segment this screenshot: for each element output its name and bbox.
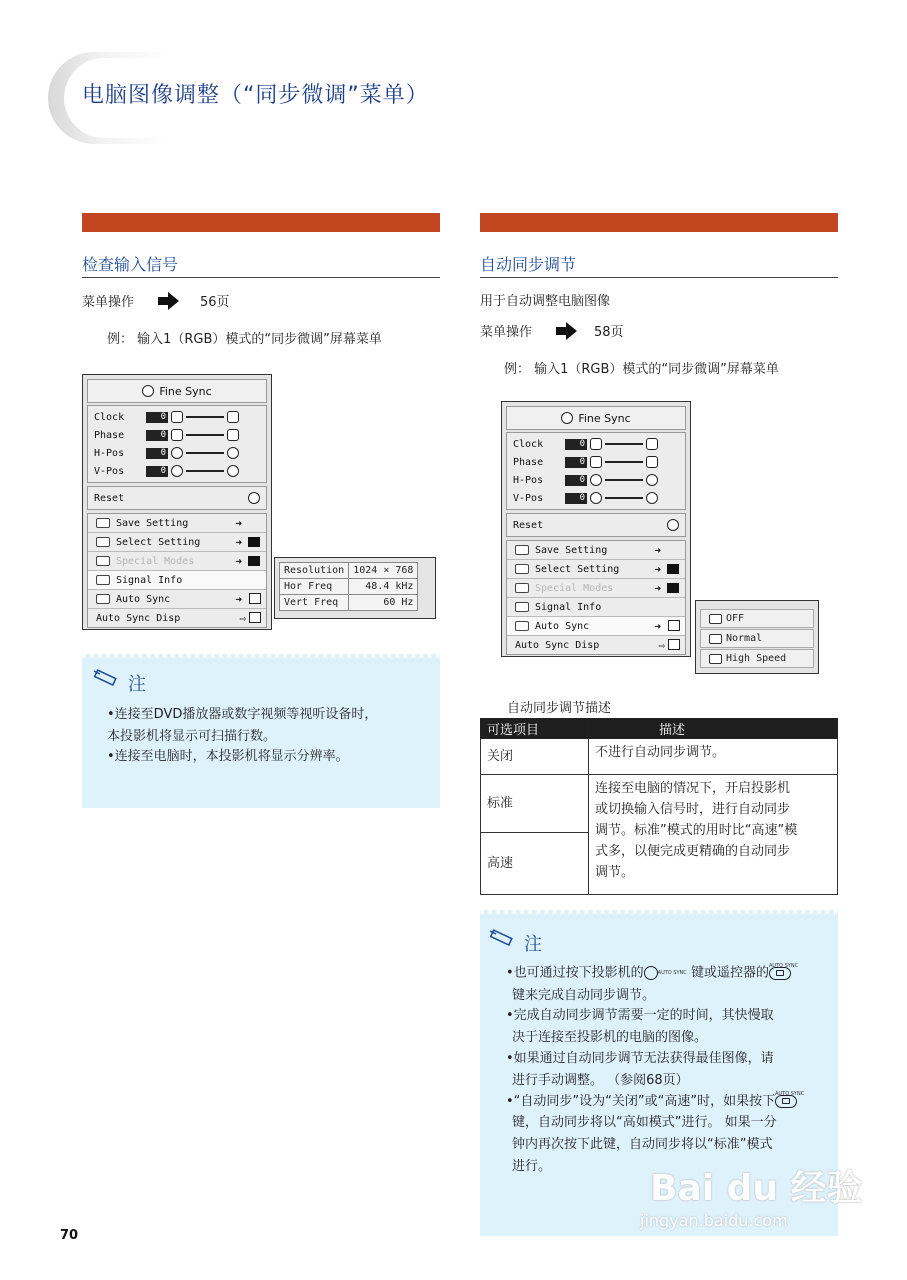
table-cell-merged: 连接至电脑的情况下，开启投影机 或切换输入信号时，进行自动同步 调节。标准”模式的用时比“高速”模 式多，以便完成更精确的自动同步 调节。 bbox=[589, 775, 838, 895]
page-title: 电脑图像调整（“同步微调”菜单） bbox=[82, 83, 429, 108]
phase-icon bbox=[590, 456, 602, 468]
osd-item-auto-sync-disp[interactable]: Auto Sync Disp ⇨ bbox=[507, 636, 685, 654]
osd-row-hpos[interactable]: H-Pos 0 bbox=[507, 471, 685, 489]
osd-items-block bbox=[87, 513, 267, 628]
black-square-icon bbox=[248, 537, 260, 547]
arrow-icon: ➜ bbox=[654, 544, 661, 557]
osd-row-phase[interactable]: Phase 0 bbox=[507, 453, 685, 471]
right-menu-op-label: 菜单操作 bbox=[480, 325, 533, 340]
signal-info-panel bbox=[274, 557, 436, 619]
osd-adjust-block bbox=[506, 432, 686, 510]
right-note-line: •如果通过自动同步调节无法获得最佳图像，请 bbox=[506, 1051, 774, 1066]
hpos-icon bbox=[227, 447, 239, 459]
auto-sync-off-icon bbox=[249, 593, 261, 604]
osd-row-clock[interactable]: Clock 0 bbox=[507, 435, 685, 453]
remote-auto-sync-button-icon bbox=[775, 1095, 797, 1108]
osd-row-phase[interactable]: Phase 0 bbox=[88, 426, 266, 444]
fine-sync-icon bbox=[142, 385, 154, 397]
baidu-watermark bbox=[640, 1160, 863, 1230]
sync-option-normal[interactable]: Normal bbox=[700, 629, 814, 648]
table-row bbox=[481, 775, 838, 833]
signal-info-icon bbox=[515, 602, 529, 612]
osd-title: Fine Sync bbox=[506, 406, 686, 430]
osd-reset-block bbox=[506, 513, 686, 537]
reset-icon bbox=[667, 519, 679, 531]
arrow-icon: ➜ bbox=[654, 563, 661, 576]
arrow-right-icon bbox=[566, 320, 577, 340]
osd-row-vpos[interactable]: V-Pos 0 bbox=[507, 489, 685, 507]
table-row bbox=[481, 739, 838, 775]
slider[interactable] bbox=[605, 461, 643, 463]
table-cell: 不进行自动同步调节。 bbox=[589, 739, 838, 775]
right-note-line: •完成自动同步调节需要一定的时间，其快慢取 bbox=[506, 1008, 774, 1023]
black-square-icon bbox=[667, 564, 679, 574]
left-note-heading: 注 bbox=[128, 674, 146, 695]
vpos-icon bbox=[171, 465, 183, 477]
signal-info-icon bbox=[96, 575, 110, 585]
clock-icon bbox=[590, 438, 602, 450]
osd-reset-block bbox=[87, 486, 267, 510]
right-note-line: •“自动同步”设为“关闭”或“高速”时，如果按下 AUTO SYNC bbox=[506, 1091, 805, 1109]
phase-icon bbox=[227, 429, 239, 441]
left-note-line: •连接至DVD播放器或数字视频等视听设备时， bbox=[107, 707, 378, 722]
arrow-icon: ➜ bbox=[235, 536, 242, 549]
save-icon bbox=[515, 545, 529, 555]
save-icon bbox=[96, 518, 110, 528]
slider[interactable] bbox=[186, 470, 224, 472]
auto-sync-icon bbox=[515, 621, 529, 631]
osd-item-select-setting[interactable]: Select Setting ➜ bbox=[507, 560, 685, 579]
osd-row-clock[interactable]: Clock 0 bbox=[88, 408, 266, 426]
right-note-line: 进行手动调整。 （参阅68页） bbox=[512, 1073, 689, 1088]
auto-sync-disp-icon bbox=[249, 612, 261, 623]
osd-item-select-setting[interactable]: Select Setting ➜ bbox=[88, 533, 266, 552]
slider[interactable] bbox=[186, 416, 224, 418]
pencil-icon bbox=[488, 928, 518, 948]
osd-item-save-setting[interactable]: Save Setting ➜ bbox=[507, 541, 685, 560]
right-note-heading: 注 bbox=[524, 934, 542, 955]
sync-option-off[interactable]: OFF bbox=[700, 609, 814, 628]
right-menu-op-page: 58页 bbox=[594, 325, 624, 340]
projector-auto-sync-button-icon bbox=[644, 966, 658, 980]
clock-icon bbox=[646, 438, 658, 450]
clock-icon bbox=[171, 411, 183, 423]
right-note-line: 决于连接至投影机的电脑的图像。 bbox=[512, 1030, 708, 1045]
table-caption: 自动同步调节描述 bbox=[507, 701, 612, 716]
hpos-icon bbox=[646, 474, 658, 486]
right-example: 例： 输入1（RGB）模式的“同步微调”屏幕菜单 bbox=[504, 362, 779, 377]
fine-sync-icon bbox=[561, 412, 573, 424]
left-section-bar bbox=[82, 213, 440, 232]
right-note-line: 钟内再次按下此键，自动同步将以“标准”模式 bbox=[512, 1137, 773, 1152]
table-header-row bbox=[481, 719, 838, 739]
auto-sync-disp-icon bbox=[668, 639, 680, 650]
black-square-icon bbox=[248, 556, 260, 566]
osd-adjust-block bbox=[87, 405, 267, 483]
right-note-line: •也可通过按下投影机的 AUTO SYNC 键或遥控器的 AUTO SYNC bbox=[506, 962, 799, 981]
table-row: Hor Freq 48.4 kHz bbox=[280, 579, 418, 595]
slider[interactable] bbox=[186, 434, 224, 436]
slider[interactable] bbox=[605, 479, 643, 481]
slider[interactable] bbox=[186, 452, 224, 454]
osd-menu-right bbox=[501, 401, 691, 657]
right-note-line: 键，自动同步将以“高如模式”进行。 如果一分 bbox=[512, 1115, 777, 1130]
vpos-icon bbox=[646, 492, 658, 504]
vpos-icon bbox=[227, 465, 239, 477]
osd-row-hpos[interactable]: H-Pos 0 bbox=[88, 444, 266, 462]
watermark-url: jingyan.baidu.com bbox=[640, 1211, 788, 1230]
special-modes-icon bbox=[515, 583, 529, 593]
osd-item-special-modes[interactable]: Special Modes ➜ bbox=[507, 579, 685, 598]
osd-item-signal-info[interactable]: Signal Info bbox=[507, 598, 685, 617]
remote-auto-sync-button-icon bbox=[769, 967, 791, 980]
osd-items-block bbox=[506, 540, 686, 655]
right-section-rule bbox=[480, 277, 838, 278]
left-note-line: •连接至电脑时，本投影机将显示分辨率。 bbox=[107, 749, 349, 764]
table-header: 描述 bbox=[589, 719, 838, 739]
auto-sync-options-panel bbox=[695, 600, 819, 674]
clock-icon bbox=[227, 411, 239, 423]
select-icon bbox=[515, 564, 529, 574]
slider[interactable] bbox=[605, 497, 643, 499]
auto-sync-icon bbox=[96, 594, 110, 604]
table-cell: 高速 bbox=[481, 833, 589, 895]
osd-item-special-modes[interactable]: Special Modes ➜ bbox=[88, 552, 266, 571]
osd-row-reset[interactable]: Reset bbox=[507, 516, 685, 534]
left-menu-op-page: 56页 bbox=[200, 295, 230, 310]
hpos-icon bbox=[590, 474, 602, 486]
watermark-logo: Bai du 经验 bbox=[650, 1168, 863, 1209]
osd-menu-left bbox=[82, 374, 272, 630]
arrow-icon: ⇨ bbox=[658, 639, 665, 652]
vpos-icon bbox=[590, 492, 602, 504]
select-icon bbox=[96, 537, 110, 547]
osd-item-signal-info[interactable]: Signal Info bbox=[88, 571, 266, 590]
right-section-bar bbox=[480, 213, 838, 232]
left-note-line: 本投影机将显示可扫描行数。 bbox=[107, 729, 277, 744]
left-section-title: 检查输入信号 bbox=[82, 255, 179, 274]
osd-row-reset[interactable]: Reset bbox=[88, 489, 266, 507]
phase-icon bbox=[171, 429, 183, 441]
slider[interactable] bbox=[605, 443, 643, 445]
right-note-line: 键来完成自动同步调节。 bbox=[512, 988, 656, 1003]
table-row: Vert Freq 60 Hz bbox=[280, 595, 418, 611]
osd-item-save-setting[interactable]: Save Setting ➜ bbox=[88, 514, 266, 533]
right-section-title: 自动同步调节 bbox=[480, 255, 577, 274]
page-number: 70 bbox=[60, 1228, 79, 1243]
arrow-icon: ➜ bbox=[235, 517, 242, 530]
osd-row-vpos[interactable]: V-Pos 0 bbox=[88, 462, 266, 480]
osd-item-auto-sync-disp[interactable]: Auto Sync Disp ⇨ bbox=[88, 609, 266, 627]
pencil-icon bbox=[92, 668, 122, 688]
auto-sync-off-icon bbox=[709, 614, 722, 624]
arrow-icon: ⇨ bbox=[239, 612, 246, 625]
table-row: Resolution 1024 × 768 bbox=[280, 563, 418, 579]
arrow-icon: ➜ bbox=[235, 555, 242, 568]
left-menu-op-label: 菜单操作 bbox=[82, 295, 135, 310]
osd-title: Fine Sync bbox=[87, 379, 267, 403]
table-cell: 标准 bbox=[481, 775, 589, 833]
black-square-icon bbox=[667, 583, 679, 593]
auto-sync-description-table bbox=[480, 718, 838, 895]
arrow-icon: ➜ bbox=[235, 593, 242, 606]
osd-item-auto-sync[interactable]: Auto Sync ➜ bbox=[88, 590, 266, 609]
arrow-icon: ➜ bbox=[654, 620, 661, 633]
auto-sync-normal-icon bbox=[709, 634, 722, 644]
table-header: 可选项目 bbox=[481, 719, 589, 739]
right-note-line: 进行。 bbox=[512, 1159, 552, 1174]
arrow-right-icon bbox=[168, 290, 179, 310]
signal-info-table bbox=[279, 562, 418, 611]
table-cell: 关闭 bbox=[481, 739, 589, 775]
left-section-rule bbox=[82, 277, 440, 278]
reset-icon bbox=[248, 492, 260, 504]
phase-icon bbox=[646, 456, 658, 468]
auto-sync-off-icon bbox=[668, 620, 680, 631]
sync-option-high-speed[interactable]: High Speed bbox=[700, 649, 814, 668]
special-modes-icon bbox=[96, 556, 110, 566]
arrow-icon: ➜ bbox=[654, 582, 661, 595]
auto-sync-high-icon bbox=[709, 654, 722, 664]
hpos-icon bbox=[171, 447, 183, 459]
right-purpose: 用于自动调整电脑图像 bbox=[480, 294, 611, 309]
left-example: 例： 输入1（RGB）模式的“同步微调”屏幕菜单 bbox=[107, 332, 382, 347]
osd-item-auto-sync[interactable]: Auto Sync ➜ bbox=[507, 617, 685, 636]
